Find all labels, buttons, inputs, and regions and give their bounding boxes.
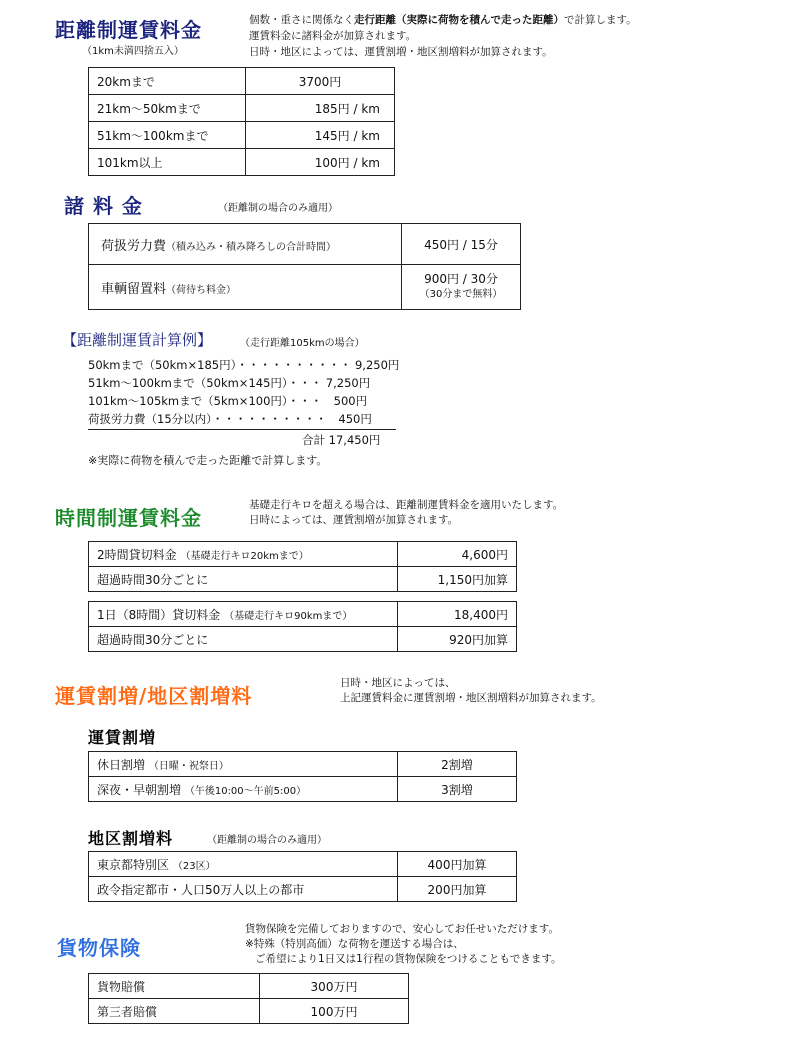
example-total: 合計 17,450円 — [302, 433, 381, 447]
fees-value-sub: （30分まで無料） — [419, 289, 503, 300]
time-row-value: 1,150円加算 — [398, 567, 517, 592]
distance-note-2: 運賃料金に諸料金が加算されます。 — [249, 30, 417, 42]
insurance-row-value: 300万円 — [260, 974, 409, 999]
distance-row-label: 21km～50kmまで — [89, 95, 246, 122]
fare-row-value: 3割増 — [398, 777, 517, 802]
fees-value-main: 900円 / 30分 — [424, 272, 498, 286]
area-label-sub: （23区） — [172, 860, 216, 872]
surcharge-note-2: 上記運賃料金に運賃割増・地区割増料が加算されます。 — [340, 692, 602, 704]
time-row-label: 超過時間30分ごとに — [89, 627, 398, 652]
time-row-value: 18,400円 — [398, 602, 517, 627]
fees-row-label — [89, 224, 402, 265]
time-row-label: 超過時間30分ごとに — [89, 567, 398, 592]
table-row — [89, 877, 517, 902]
time-label-sub: （基礎走行キロ20kmまで） — [180, 550, 309, 562]
fees-row-value: 450円 / 15分 — [402, 224, 521, 265]
time-row-label — [89, 542, 398, 567]
example-line: 荷扱労力費（15分以内）・・・・・・・・・・ 450円 — [88, 412, 372, 426]
area-row-value: 400円加算 — [398, 852, 517, 877]
distance-rate-table — [88, 67, 395, 176]
fare-row-label — [89, 777, 398, 802]
area-surcharge-subtitle: （距離制の場合のみ適用） — [207, 835, 327, 846]
fees-row-label — [89, 265, 402, 310]
area-row-label: 政令指定都市・人口50万人以上の都市 — [89, 877, 398, 902]
distance-row-value: 185円 / km — [246, 95, 395, 122]
example-line: 51km～100kmまで（50km×145円）・・・ 7,250円 — [88, 376, 371, 390]
fees-label-sub: （荷待ち料金） — [166, 284, 237, 296]
fare-surcharge-table — [88, 751, 517, 802]
table-row — [89, 999, 409, 1024]
distance-note-3: 日時・地区によっては、運賃割増・地区割増料が加算されます。 — [249, 46, 553, 58]
table-row — [89, 602, 517, 627]
fare-label-main: 深夜・早朝割増 — [97, 782, 182, 797]
fees-table — [88, 223, 521, 310]
time-note-1: 基礎走行キロを超える場合は、距離制運賃料金を適用いたします。 — [249, 499, 564, 511]
insurance-title: 貨物保険 — [57, 936, 141, 960]
time-row-label — [89, 602, 398, 627]
distance-row-value: 145円 / km — [246, 122, 395, 149]
fees-title: 諸 料 金 — [64, 194, 143, 218]
fees-label-main: 車輌留置料 — [101, 281, 167, 297]
fees-subtitle: （距離制の場合のみ適用） — [218, 203, 338, 214]
area-surcharge-title: 地区割増料 — [88, 829, 174, 848]
table-row — [89, 852, 517, 877]
table-row — [89, 567, 517, 592]
fare-row-value: 2割増 — [398, 752, 517, 777]
time-label-sub: （基礎走行キロ90kmまで） — [224, 610, 353, 622]
area-label-main: 東京都特別区 — [97, 857, 170, 872]
distance-title: 距離制運賃料金 — [55, 18, 202, 42]
distance-row-label: 101km以上 — [89, 149, 246, 176]
example-subtitle: （走行距離105kmの場合） — [240, 338, 365, 349]
area-row-label — [89, 852, 398, 877]
surcharge-note-1: 日時・地区によっては、 — [340, 677, 456, 689]
distance-note-1-bold: 走行距離（実際に荷物を積んで走った距離） — [354, 14, 564, 26]
fare-label-sub: （午後10:00～午前5:00） — [184, 785, 307, 797]
distance-note-1 — [249, 12, 637, 28]
example-title: 【距離制運賃計算例】 — [62, 331, 213, 349]
table-row — [89, 68, 395, 95]
fees-label-sub: （積み込み・積み降ろしの合計時間） — [166, 241, 337, 253]
time-label-main: 2時間貸切料金 — [97, 547, 177, 562]
area-surcharge-table — [88, 851, 517, 902]
table-row — [89, 265, 521, 310]
insurance-row-value: 100万円 — [260, 999, 409, 1024]
distance-row-label: 20kmまで — [89, 68, 246, 95]
distance-note-1-pre: 個数・重さに関係なく — [249, 14, 354, 26]
fare-label-main: 休日割増 — [97, 757, 146, 772]
fees-label-main: 荷扱労力費 — [101, 238, 167, 254]
time-label-main: 1日（8時間）貸切料金 — [97, 607, 221, 622]
insurance-note-1: 貨物保険を完備しておりますので、安心してお任せいただけます。 — [245, 923, 559, 935]
table-row — [89, 974, 409, 999]
distance-row-value: 100円 / km — [246, 149, 395, 176]
table-row — [89, 777, 517, 802]
insurance-row-label: 第三者賠償 — [89, 999, 260, 1024]
table-row — [89, 224, 521, 265]
distance-row-label: 51km～100kmまで — [89, 122, 246, 149]
example-footnote: ※実際に荷物を積んで走った距離で計算します。 — [88, 454, 328, 467]
surcharge-title: 運賃割増/地区割増料 — [55, 684, 253, 708]
table-row — [89, 627, 517, 652]
time-table-1day — [88, 601, 517, 652]
insurance-note-3: ご希望により1日又は1行程の貨物保険をつけることもできます。 — [255, 953, 562, 965]
example-divider — [88, 429, 396, 430]
distance-subtitle: （1km未満四捨五入） — [82, 46, 184, 57]
insurance-row-label: 貨物賠償 — [89, 974, 260, 999]
table-row — [89, 752, 517, 777]
time-table-2h — [88, 541, 517, 592]
distance-note-1-post: で計算します。 — [564, 14, 637, 26]
fees-row-value — [402, 265, 521, 310]
table-row — [89, 542, 517, 567]
time-row-value: 4,600円 — [398, 542, 517, 567]
distance-row-value: 3700円 — [246, 68, 395, 95]
fare-row-label — [89, 752, 398, 777]
table-row — [89, 95, 395, 122]
fare-surcharge-title: 運賃割増 — [88, 728, 157, 747]
time-note-2: 日時によっては、運賃割増が加算されます。 — [249, 514, 459, 526]
table-row — [89, 122, 395, 149]
time-title: 時間制運賃料金 — [55, 506, 202, 530]
table-row — [89, 149, 395, 176]
example-line: 50kmまで（50km×185円）・・・・・・・・・・ 9,250円 — [88, 358, 400, 372]
insurance-note-2: ※特殊（特別高価）な荷物を運送する場合は、 — [245, 938, 464, 950]
area-row-value: 200円加算 — [398, 877, 517, 902]
fare-label-sub: （日曜・祝祭日） — [148, 760, 229, 772]
insurance-table — [88, 973, 409, 1024]
example-line: 101km～105kmまで（5km×100円）・・・ 500円 — [88, 394, 368, 408]
time-row-value: 920円加算 — [398, 627, 517, 652]
